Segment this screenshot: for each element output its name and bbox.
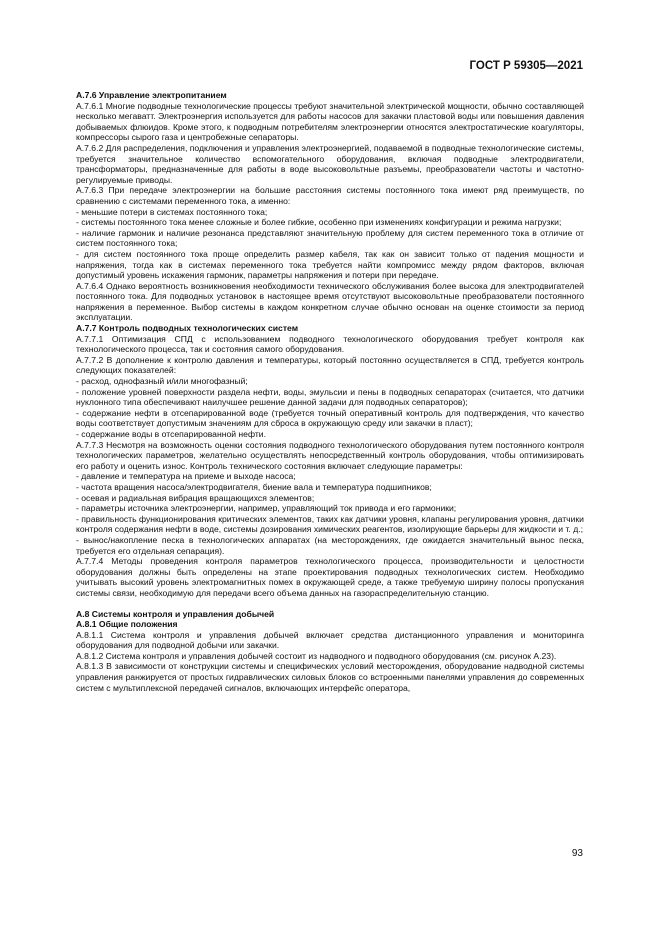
paragraph: - давление и температура на приеме и выходе насоса; bbox=[76, 471, 296, 482]
section-heading: А.7.6 Управление электропитанием bbox=[76, 90, 227, 100]
paragraph: - параметры источника электроэнергии, например, управляющий ток привода и его гармоники; bbox=[76, 503, 457, 514]
section-heading: А.8 Системы контроля и управления добычей bbox=[76, 608, 275, 619]
paragraph: А.8.1.3 В зависимости от конструкции системы и специфических условий месторождения, оборудование надводной системы управления ранжируется от простых гидравлических силовых блоков со встроенными панелями управления до современных систем с мультиплексной передачей сигналов, включающих интерфейс оператора, bbox=[76, 661, 584, 693]
paragraph: - расход, однофазный и/или многофазный; bbox=[76, 376, 248, 387]
paragraph: А.7.7.4 Методы проведения контроля параметров технологического процесса, производительности и целостности оборудования должны быть определены на этапе проектирования подводных технологических систем. Необходимо учитывать высокий уровень электромагнитных помех в окружающей среде, а также требуемую ширину полосы пропускания системы связи, необходимую для передачи всего объема данных на газораспределительную станцию. bbox=[76, 556, 584, 598]
page-number: 93 bbox=[571, 848, 583, 859]
paragraph: - правильность функционирования критических элементов, таких как датчики уровня, клапаны регулирования уровня, датчики контроля содержания нефти в воде, системы дозирования химических реагентов, изолирующие барьеры для жидкости и т. д.; bbox=[76, 513, 584, 535]
paragraph: - для систем постоянного тока проще определить размер кабеля, так как он зависит только от падения мощности и напряжения, тогда как в системах переменного тока требуется найти компромисс между рядом факторов, включая допустимый уровень искажения гармоник, параметры напряжения и потери при передаче. bbox=[76, 248, 584, 281]
paragraph: - содержание нефти в отсепарированной воде (требуется точный оперативный контроль для подтверждения, что качество воды соответствует допустимым значениям для сброса в окружающую среду или закачки в пласт); bbox=[76, 407, 584, 429]
paragraph: А.7.6.2 Для распределения, подключения и управления электроэнергией, подаваемой в подводные технологические системы, требуется значительное количество вспомогательного оборудования, включая подводные электродвигатели, трансформаторы, предназначенные для работы в воде высоковольтные разъемы, преобразователи частоты и частотно-регулируемые приводы. bbox=[76, 142, 584, 185]
paragraph: - осевая и радиальная вибрация вращающихся элементов; bbox=[76, 492, 315, 503]
paragraph: - содержание воды в отсепарированной нефти. bbox=[76, 429, 266, 439]
paragraph: А.7.6.3 При передаче электроэнергии на большие расстояния системы постоянного тока имеют ряд преимуществ, по сравнению с системами переменного тока, а именно: bbox=[76, 185, 584, 206]
paragraph: - вынос/накопление песка в технологических аппаратах (на месторождениях, где ожидается значительный вынос песка, требуется его отдельная сепарация). bbox=[76, 534, 584, 556]
paragraph: А.7.6.1 Многие подводные технологические процессы требуют значительной электрической мощности, обычно составляющей несколько мегаватт. Электроэнергия используется для работы насосов для закачки пластовой воды или повышения давления добываемых флюидов. Кроме этого, к подводным потребителям электроэнергии относятся электростатические коагуляторы, компрессоры сырого газа и центробежные сепараторы. bbox=[76, 100, 584, 143]
paragraph: А.8.1.2 Система контроля и управления добычей состоит из надводного и подводного оборудования (см. рисунок А.23). bbox=[76, 650, 557, 661]
paragraph: А.7.7.1 Оптимизация СПД с использованием подводного технологического оборудования требует контроля как технологического процесса, так и состояния самого оборудования. bbox=[76, 333, 584, 355]
paragraph: - наличие гармоник и наличие резонанса представляют значительную проблему для систем переменного тока в отличие от систем постоянного тока; bbox=[76, 227, 584, 249]
paragraph: - частота вращения насоса/электродвигателя, биение вала и температура подшипников; bbox=[76, 481, 432, 492]
section-gap bbox=[76, 599, 584, 609]
paragraph: - меньшие потери в системах постоянного тока; bbox=[76, 206, 268, 217]
paragraph: А.7.7.2 В дополнение к контролю давления и температуры, который постоянно осуществляется в СПД, требуется контроль следующих показателей: bbox=[76, 354, 584, 376]
document-body bbox=[76, 90, 584, 693]
paragraph: А.8.1.1 Система контроля и управления добычей включает средства дистанционного управления и мониторинга оборудования для подводной добычи или закачки. bbox=[76, 629, 584, 651]
paragraph: А.7.6.4 Однако вероятность возникновения необходимости технического обслуживания более высока для электродвигателей постоянного тока. Для подводных установок в настоящее время отсутствуют высоковольтные преобразователи постоянного напряжения в переменное. Выбор системы в каждом конкретном случае обычно основан на оценке стоимости за период эксплуатации. bbox=[76, 280, 584, 323]
section-heading: А.7.7 Контроль подводных технологических систем bbox=[76, 323, 299, 334]
section-heading: А.8.1 Общие положения bbox=[76, 619, 178, 630]
paragraph: А.7.7.3 Несмотря на возможность оценки состояния подводного технологического оборудования путем постоянного контроля технологических параметров, желательно осуществлять непосредственный контроль оборудования, чтобы оптимизировать его работу и оценить износ. Контроль технического состояния включает следующие параметры: bbox=[76, 439, 584, 471]
paragraph: - системы постоянного тока менее сложные и более гибкие, особенно при изменениях конфигурации и режима нагрузки; bbox=[76, 217, 562, 228]
standard-designation: ГОСТ Р 59305—2021 bbox=[469, 60, 583, 72]
paragraph: - положение уровней поверхности раздела нефти, воды, эмульсии и пены в подводных сепараторах (считается, что датчики нуклонного типа обеспечивают наилучшее решение данной задачи для подводных сепараторов); bbox=[76, 386, 584, 408]
